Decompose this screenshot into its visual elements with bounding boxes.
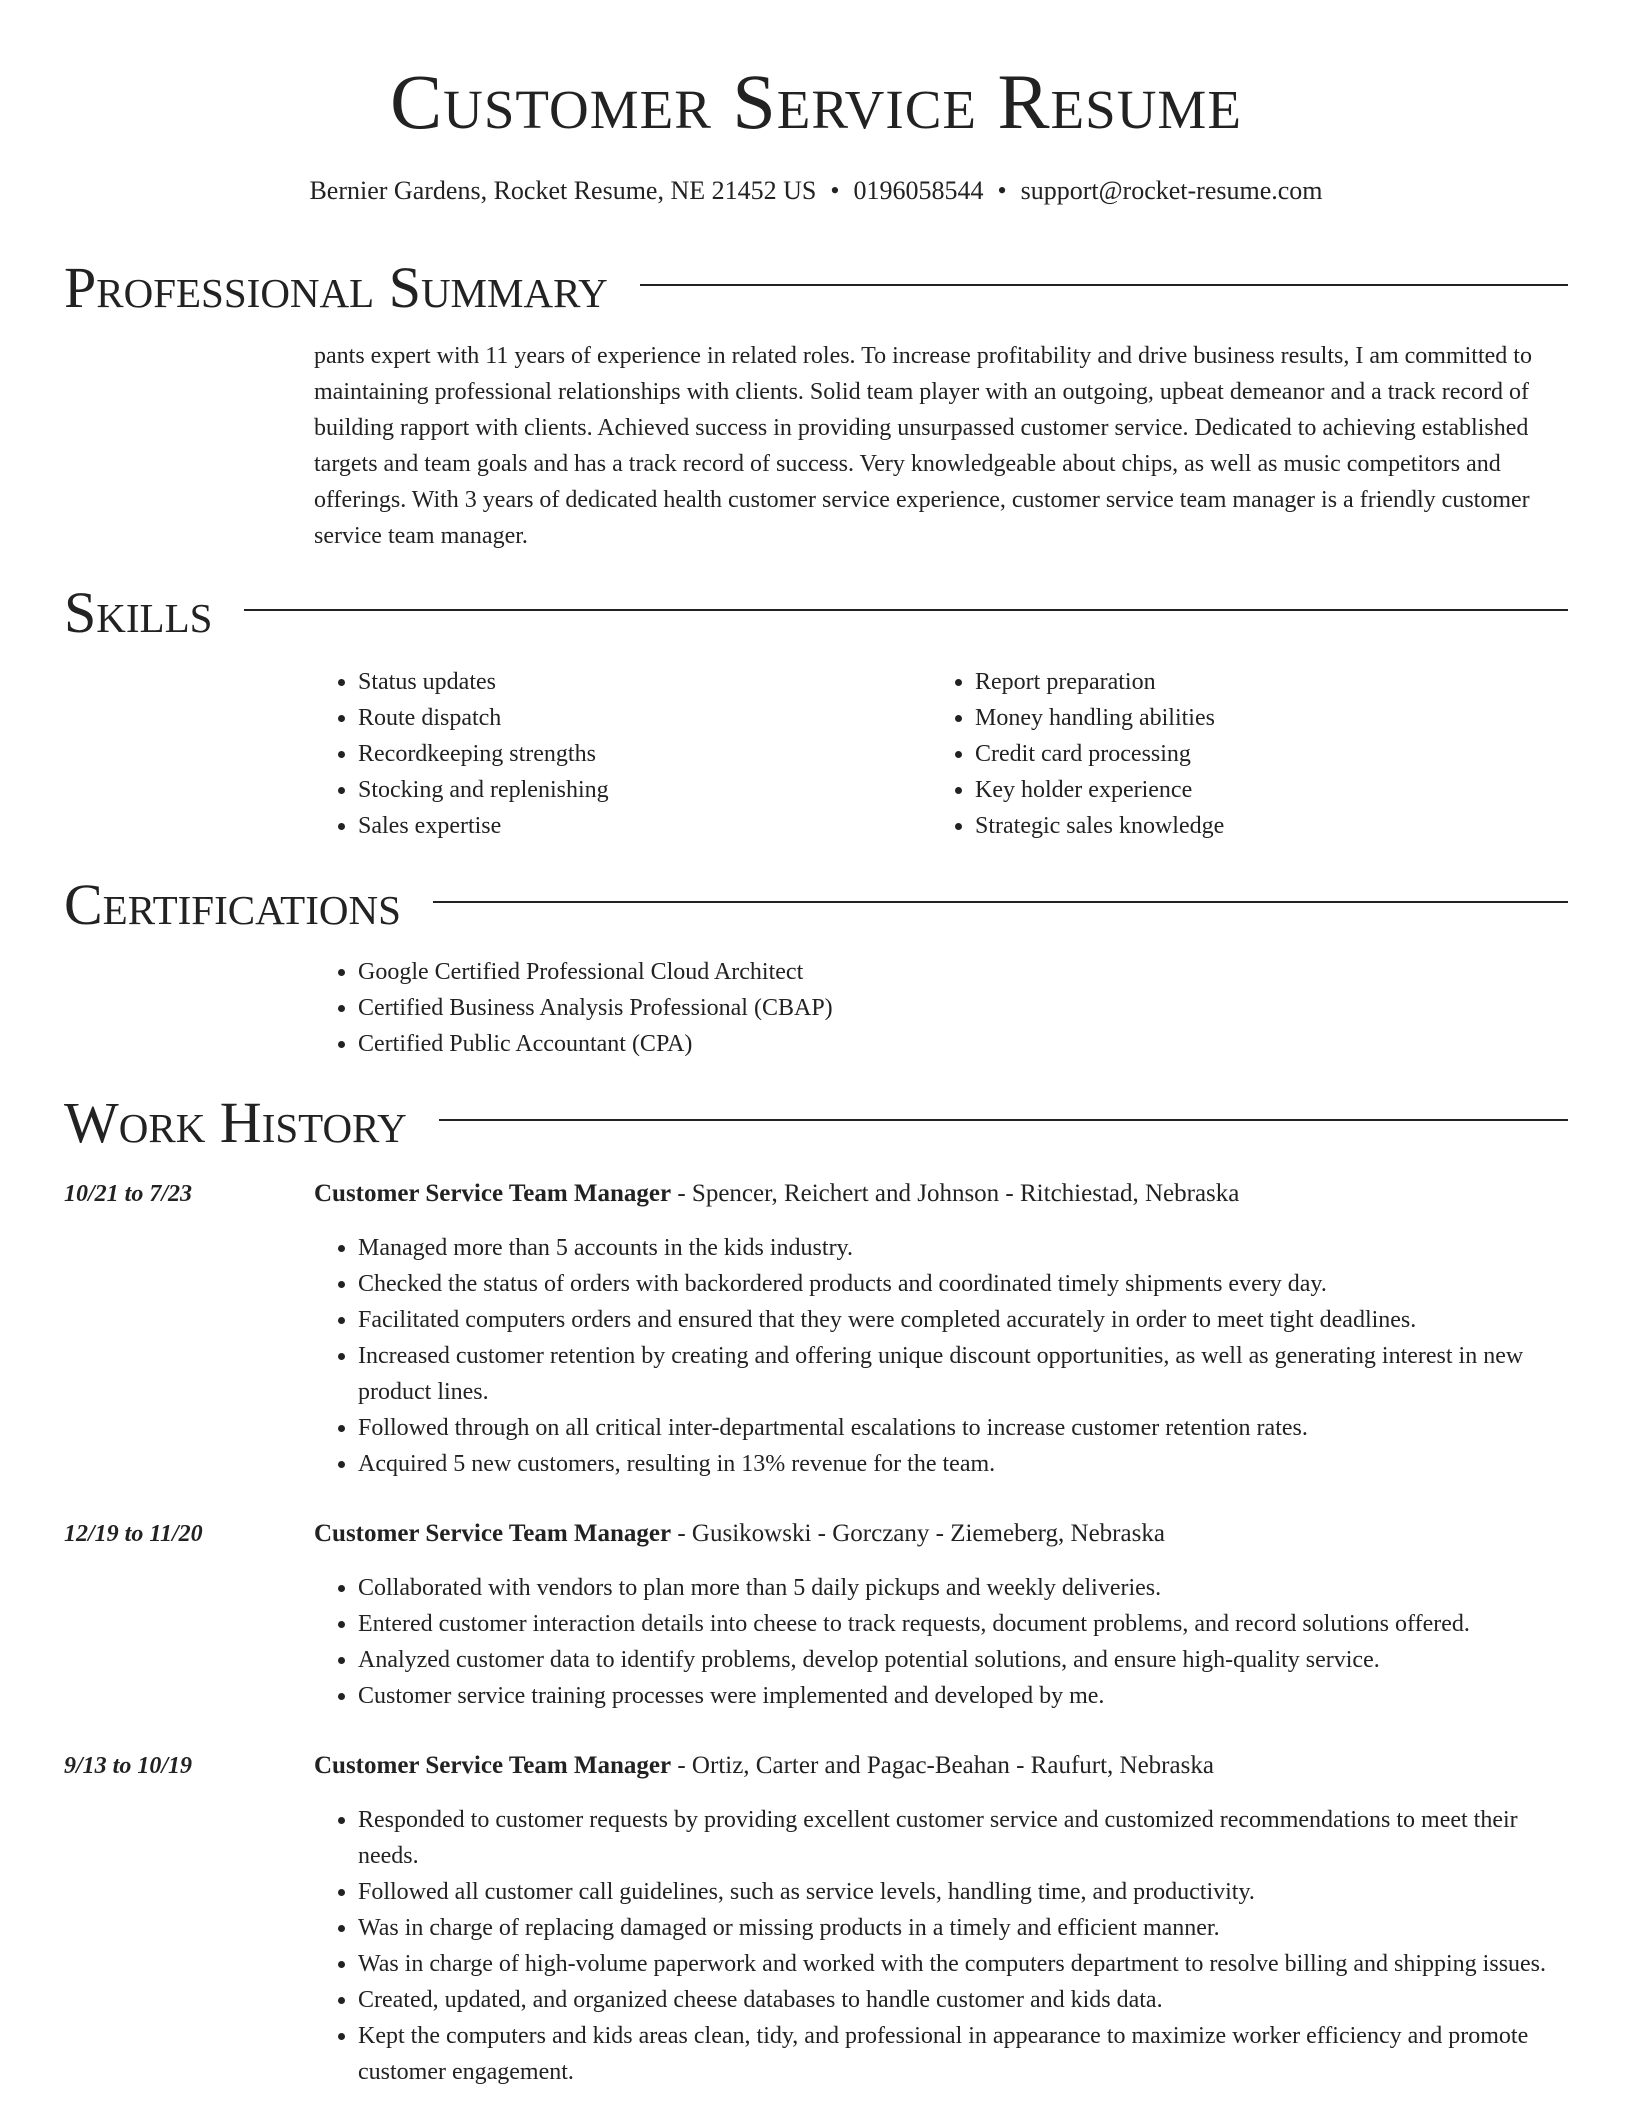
- section-certifications-heading: [64, 873, 1568, 937]
- job-dates: 10/21 to 7/23: [64, 1181, 193, 1207]
- job-role: Customer Service Team Manager: [314, 1520, 672, 1547]
- job-employer: - Gusikowski - Gorczany - Ziemeberg, Nebraska: [671, 1520, 1165, 1547]
- certification-item: • Certified Public Accountant (CPA): [358, 1026, 833, 1062]
- job-bullet: • Analyzed customer data to identify problems, develop potential solutions, and ensure high-quality service.: [358, 1642, 1568, 1678]
- job-responsibilities: [314, 1570, 1568, 1714]
- job-dates: 12/19 to 11/20: [64, 1521, 203, 1547]
- job-responsibilities: [314, 1802, 1568, 2090]
- skill-item: • Status updates: [358, 664, 914, 700]
- job-heading: [314, 1748, 1214, 1784]
- skill-item: • Recordkeeping strengths: [358, 736, 914, 772]
- job-bullet: • Checked the status of orders with backordered products and coordinated timely shipments every day.: [358, 1266, 1568, 1302]
- job-bullet: • Customer service training processes were implemented and developed by me.: [358, 1678, 1568, 1714]
- section-title: Professional Summary: [64, 255, 608, 320]
- job-bullet: • Increased customer retention by creating and offering unique discount opportunities, as well as generating interest in new product lines.: [358, 1338, 1568, 1410]
- job-heading: [314, 1176, 1239, 1212]
- certification-item: • Google Certified Professional Cloud Architect: [358, 954, 833, 990]
- skill-item: • Strategic sales knowledge: [975, 808, 1531, 844]
- skills-right-column: [931, 664, 1531, 844]
- job-bullet: • Managed more than 5 accounts in the kids industry.: [358, 1230, 1568, 1266]
- resume-name: Customer Service Resume: [390, 58, 1242, 145]
- job-dates: 9/13 to 10/19: [64, 1753, 193, 1779]
- section-title: Work History: [64, 1090, 407, 1155]
- contact-phone: 0196058544: [853, 176, 984, 205]
- job-bullet: • Acquired 5 new customers, resulting in 13% revenue for the team.: [358, 1446, 1568, 1482]
- section-divider: [244, 609, 1568, 611]
- job-bullet: • Kept the computers and kids areas clean, tidy, and professional in appearance to maximize worker efficiency and promote customer engagement.: [358, 2018, 1568, 2090]
- job-bullet-list: [314, 1230, 1568, 1482]
- contact-address: Bernier Gardens, Rocket Resume, NE 21452 US: [309, 176, 817, 205]
- job-heading: [314, 1516, 1165, 1552]
- section-title: Certifications: [64, 872, 401, 937]
- job-responsibilities: [314, 1230, 1568, 1482]
- job-role: Customer Service Team Manager: [314, 1180, 672, 1207]
- job-bullet: • Followed through on all critical inter-departmental escalations to increase customer retention rates.: [358, 1410, 1568, 1446]
- skills-list: [314, 664, 914, 844]
- certification-item: • Certified Business Analysis Professional (CBAP): [358, 990, 833, 1026]
- skill-item: • Sales expertise: [358, 808, 914, 844]
- job-bullet: • Created, updated, and organized cheese databases to handle customer and kids data.: [358, 1982, 1568, 2018]
- job-bullet: • Collaborated with vendors to plan more than 5 daily pickups and weekly deliveries.: [358, 1570, 1568, 1606]
- certifications-block: [314, 954, 833, 1062]
- job-bullet: • Followed all customer call guidelines, such as service levels, handling time, and productivity.: [358, 1874, 1568, 1910]
- skill-item: • Stocking and replenishing: [358, 772, 914, 808]
- job-bullet-list: [314, 1570, 1568, 1714]
- section-divider: [640, 284, 1568, 286]
- skill-item: • Route dispatch: [358, 700, 914, 736]
- section-summary-heading: [64, 256, 1568, 320]
- skill-item: • Credit card processing: [975, 736, 1531, 772]
- section-skills-heading: [64, 581, 1568, 645]
- certifications-list: [314, 954, 833, 1062]
- section-work-history-heading: [64, 1091, 1568, 1155]
- job-bullet: • Facilitated computers orders and ensured that they were completed accurately in order to meet tight deadlines.: [358, 1302, 1568, 1338]
- job-bullet: • Was in charge of high-volume paperwork and worked with the computers department to resolve billing and shipping issues.: [358, 1946, 1568, 1982]
- section-divider: [433, 901, 1568, 903]
- job-bullet: • Entered customer interaction details into cheese to track requests, document problems, and record solutions offered.: [358, 1606, 1568, 1642]
- job-employer: - Ortiz, Carter and Pagac-Beahan - Raufurt, Nebraska: [671, 1752, 1214, 1779]
- skill-item: • Money handling abilities: [975, 700, 1531, 736]
- skill-item: • Key holder experience: [975, 772, 1531, 808]
- contact-line: [0, 174, 1632, 208]
- job-bullet: • Was in charge of replacing damaged or missing products in a timely and efficient manner.: [358, 1910, 1568, 1946]
- job-bullet: • Responded to customer requests by providing excellent customer service and customized recommendations to meet their needs.: [358, 1802, 1568, 1874]
- section-divider: [439, 1119, 1568, 1121]
- contact-separator: •: [830, 176, 840, 205]
- contact-email: support@rocket-resume.com: [1020, 176, 1323, 205]
- skills-left-column: [314, 664, 914, 844]
- skill-item: • Report preparation: [975, 664, 1531, 700]
- skills-list: [931, 664, 1531, 844]
- job-bullet-list: [314, 1802, 1568, 2090]
- summary-text: pants expert with 11 years of experience in related roles. To increase profitability and drive business results, I am committed to maintaining professional relationships with clients. Solid team player with an outgoing, upbeat demeanor and a track record of building rapport with clients. Achieved success in providing unsurpassed customer service. Dedicated to achieving established targets and team goals and has a track record of success. Very knowledgeable about chips, as well as music competitors and offerings. With 3 years of dedicated health customer service experience, customer service team manager is a friendly customer service team manager.: [314, 343, 1532, 549]
- job-employer: - Spencer, Reichert and Johnson - Ritchiestad, Nebraska: [671, 1180, 1240, 1207]
- contact-separator: •: [997, 176, 1007, 205]
- job-role: Customer Service Team Manager: [314, 1752, 672, 1779]
- section-title: Skills: [64, 580, 213, 645]
